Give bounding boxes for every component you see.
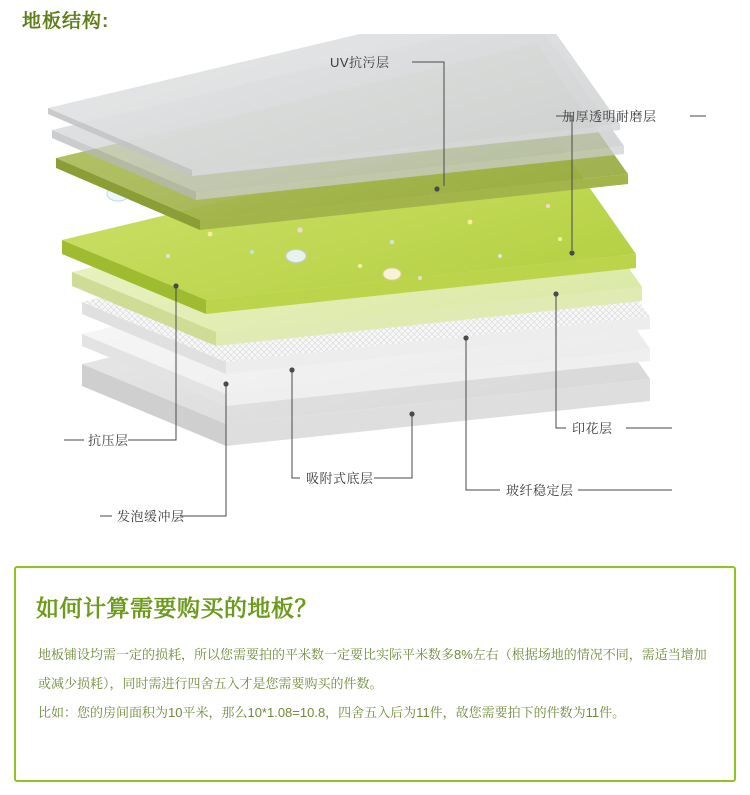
label-thick-transparent-wear-layer: 加厚透明耐磨层 [562, 109, 657, 124]
flooring-layer-structure-diagram [0, 34, 750, 554]
card-paragraph-1: 地板铺设均需一定的损耗，所以您需要拍的平米数一定要比实际平米数多8%左右（根据场地的情况不同，需适当增加或减少损耗），同时需进行四舍五入才是您需要购买的件数。 [38, 647, 707, 691]
purchase-calculation-card [14, 566, 736, 782]
label-printed-layer: 印花层 [572, 421, 613, 436]
label-adsorption-base-layer: 吸附式底层 [306, 471, 374, 486]
card-paragraph-2: 比如：您的房间面积为10平米，那么10*1.08=10.8，四舍五入后为11件，故您需要拍下的件数为11件。 [38, 705, 626, 720]
card-body [38, 640, 718, 727]
page-title: 地板结构: [22, 11, 110, 32]
label-foam-buffer-layer: 发泡缓冲层 [117, 509, 185, 524]
label-compression-resistant-layer: 抗压层 [88, 433, 129, 448]
card-title: 如何计算需要购买的地板？ [36, 595, 318, 621]
label-uv-anti-stain-layer: UV抗污层 [330, 55, 390, 70]
label-glass-fiber-stabilizing-layer: 玻纤稳定层 [506, 483, 574, 498]
